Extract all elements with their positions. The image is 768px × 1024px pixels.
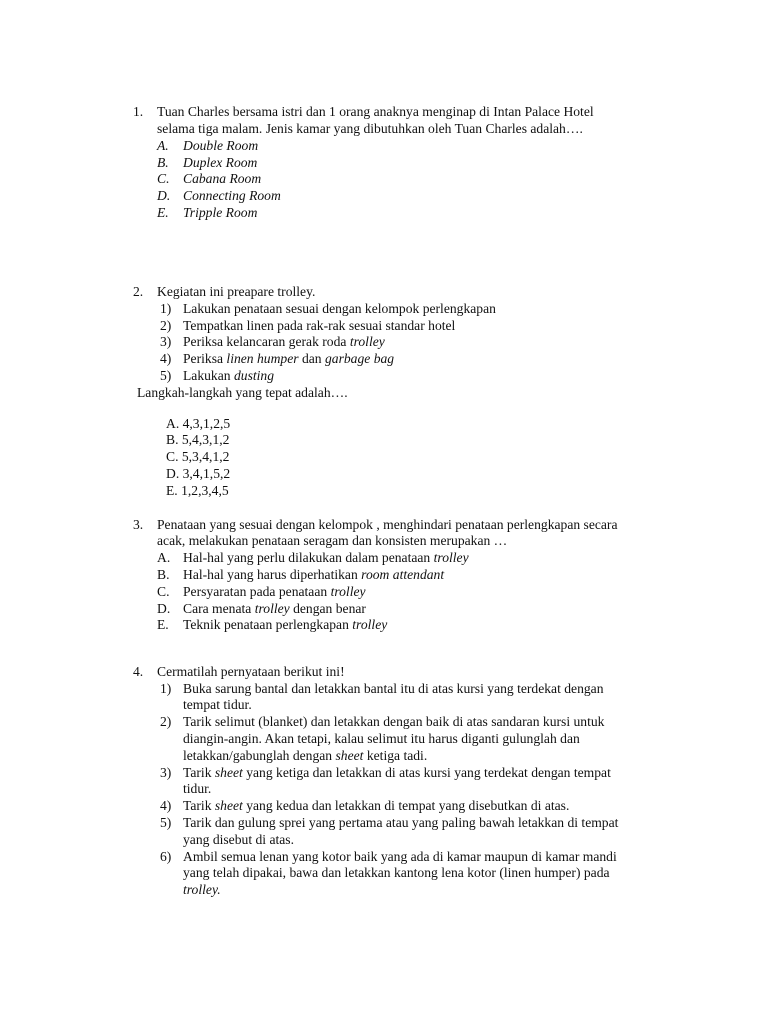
option-letter: C. <box>157 171 170 186</box>
option-text: Connecting Room <box>183 188 281 203</box>
question-text: Kegiatan ini preapare trolley. <box>157 284 316 299</box>
option-text: B. 5,4,3,1,2 <box>166 432 230 447</box>
option-letter: A. <box>157 550 171 565</box>
option-letter: A. <box>157 138 169 153</box>
option-letter: C. <box>157 584 170 599</box>
item-text: yang disebut di atas. <box>183 832 294 847</box>
item-number: 4) <box>160 351 172 366</box>
option-text: Tripple Room <box>183 205 258 220</box>
item-text: Ambil semua lenan yang kotor baik yang ada di kamar maupun di kamar mandi <box>183 849 617 864</box>
item-text: Lakukan penataan sesuai dengan kelompok perlengkapan <box>183 301 496 316</box>
question-number: 3. <box>133 517 144 532</box>
question-text: selama tiga malam. Jenis kamar yang dibutuhkan oleh Tuan Charles adalah…. <box>157 121 583 136</box>
option-letter: D. <box>157 601 171 616</box>
question-text: Tuan Charles bersama istri dan 1 orang anaknya menginap di Intan Palace Hotel <box>157 104 594 119</box>
option-letter: B. <box>157 567 170 582</box>
item-number: 1) <box>160 681 172 696</box>
item-number: 4) <box>160 798 172 813</box>
item-text: tidur. <box>183 781 212 796</box>
item-text: Tarik dan gulung sprei yang pertama atau yang paling bawah letakkan di tempat <box>183 815 619 830</box>
item-text: Periksa linen humper dan garbage bag <box>183 351 395 366</box>
option-letter: E. <box>157 205 169 220</box>
item-text: letakkan/gabunglah dengan sheet ketiga tadi. <box>183 748 428 763</box>
item-text: Tarik sheet yang ketiga dan letakkan di atas kursi yang terdekat dengan tempat <box>183 765 611 780</box>
item-text: Buka sarung bantal dan letakkan bantal itu di atas kursi yang terdekat dengan <box>183 681 604 696</box>
option-text: Cara menata trolley dengan benar <box>183 601 366 616</box>
question-number: 1. <box>133 104 144 119</box>
option-text: Hal-hal yang perlu dilakukan dalam penataan trolley <box>183 550 469 565</box>
item-number: 3) <box>160 334 172 349</box>
option-text: Teknik penataan perlengkapan trolley <box>183 617 388 632</box>
question-number: 4. <box>133 664 144 679</box>
item-text: tempat tidur. <box>183 697 252 712</box>
question-prompt: Langkah-langkah yang tepat adalah…. <box>137 385 348 400</box>
question-text: acak, melakukan penataan seragam dan konsisten merupakan … <box>157 533 508 548</box>
item-text: trolley. <box>183 882 221 897</box>
question-text: Cermatilah pernyataan berikut ini! <box>157 664 345 679</box>
item-text: Periksa kelancaran gerak roda trolley <box>183 334 385 349</box>
item-number: 5) <box>160 368 172 383</box>
item-number: 6) <box>160 849 172 864</box>
option-text: Duplex Room <box>183 155 258 170</box>
item-text: diangin-angin. Akan tetapi, kalau selimut itu harus diganti gulunglah dan <box>183 731 580 746</box>
option-letter: B. <box>157 155 169 170</box>
question-text: Penataan yang sesuai dengan kelompok , menghindari penataan perlengkapan secara <box>157 517 618 532</box>
option-text: C. 5,3,4,1,2 <box>166 449 230 464</box>
option-text: Persyaratan pada penataan trolley <box>183 584 366 599</box>
item-text: Tempatkan linen pada rak-rak sesuai standar hotel <box>183 318 456 333</box>
item-text: Tarik sheet yang kedua dan letakkan di tempat yang disebutkan di atas. <box>183 798 570 813</box>
item-text: Lakukan dusting <box>183 368 274 383</box>
option-letter: D. <box>157 188 171 203</box>
option-letter: E. <box>157 617 169 632</box>
option-text: E. 1,2,3,4,5 <box>166 483 229 498</box>
option-text: Double Room <box>183 138 259 153</box>
item-text: yang telah dipakai, bawa dan letakkan kantong lena kotor (linen humper) pada <box>183 865 610 880</box>
question-number: 2. <box>133 284 144 299</box>
item-number: 5) <box>160 815 172 830</box>
option-text: Cabana Room <box>183 171 262 186</box>
option-text: D. 3,4,1,5,2 <box>166 466 231 481</box>
item-number: 2) <box>160 714 172 729</box>
option-text: Hal-hal yang harus diperhatikan room attendant <box>183 567 445 582</box>
item-number: 2) <box>160 318 172 333</box>
option-text: A. 4,3,1,2,5 <box>166 416 231 431</box>
item-number: 1) <box>160 301 172 316</box>
item-text: Tarik selimut (blanket) dan letakkan dengan baik di atas sandaran kursi untuk <box>183 714 605 729</box>
item-number: 3) <box>160 765 172 780</box>
